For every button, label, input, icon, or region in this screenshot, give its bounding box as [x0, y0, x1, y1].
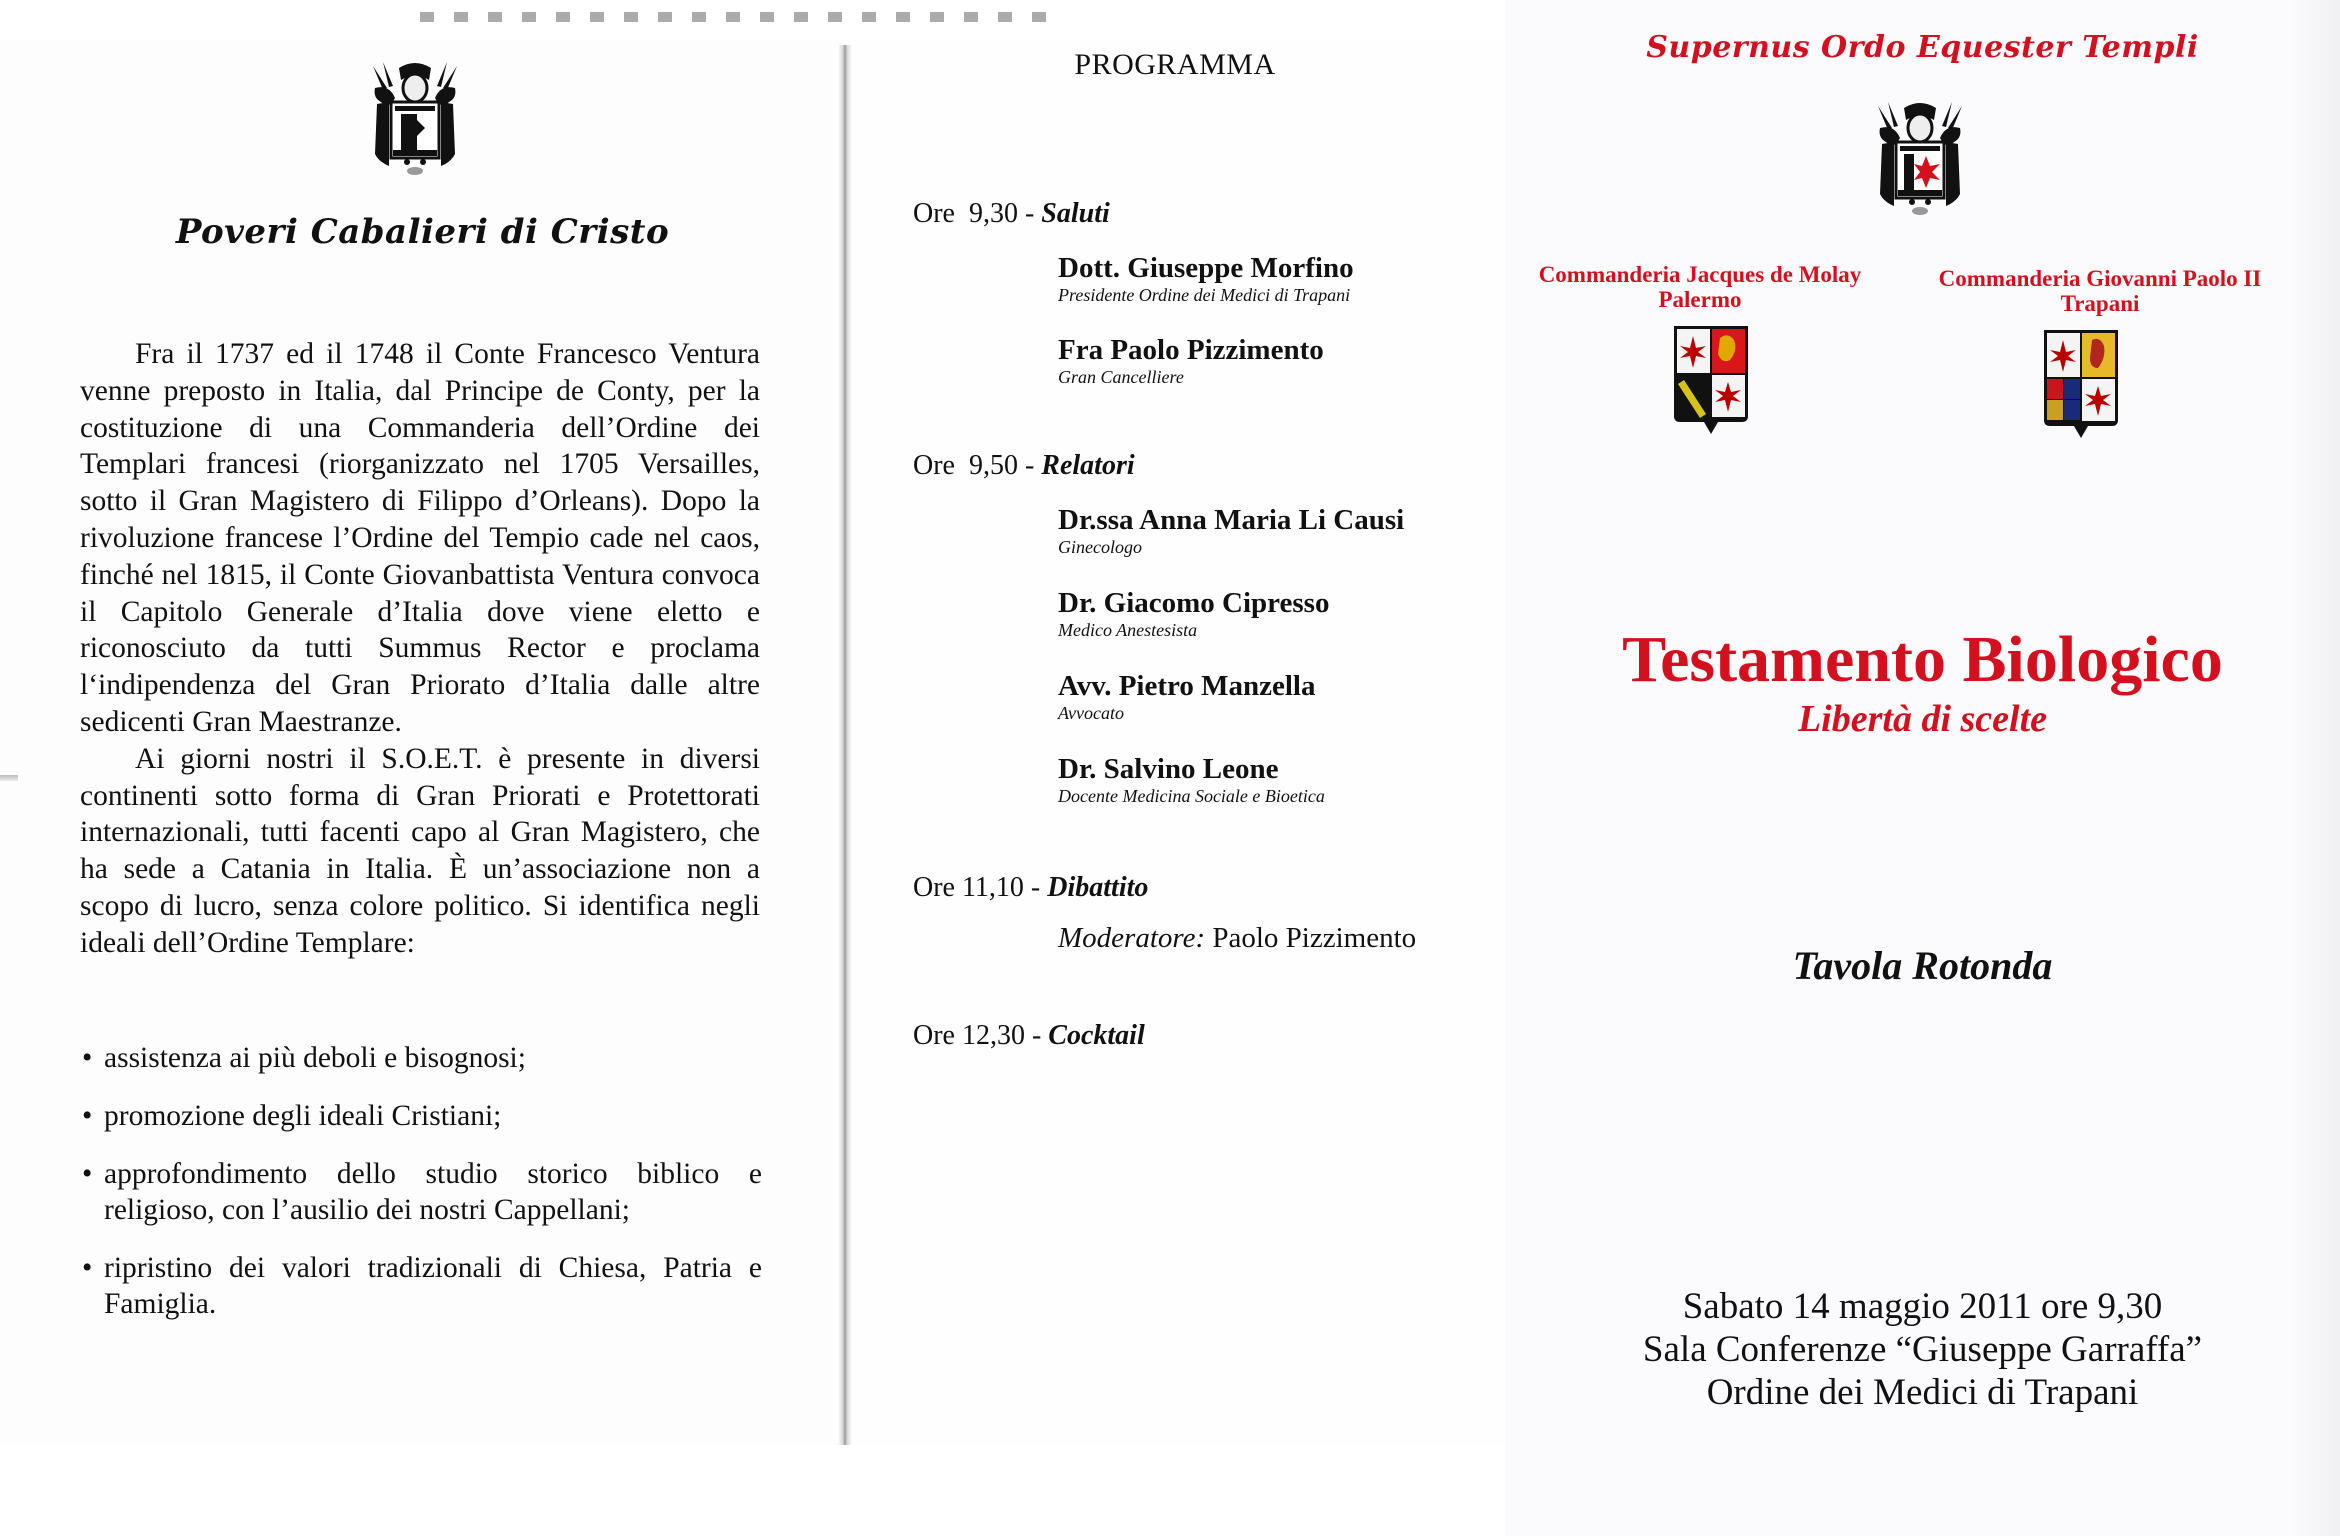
slot-time: Ore 11,10 - — [913, 872, 1041, 903]
moderator-label: Moderatore: — [1058, 922, 1206, 954]
slot-activity: Relatori — [1041, 450, 1135, 481]
middle-panel — [845, 40, 1505, 1445]
event-info — [1505, 1285, 2340, 1414]
commanderia-name: Commanderia Jacques de Molay — [1538, 262, 1862, 287]
moderator — [1058, 922, 1416, 955]
fold-line — [838, 45, 852, 1445]
moderator-name: Paolo Pizzimento — [1212, 922, 1417, 954]
trapani-shield-icon — [2042, 328, 2120, 440]
speaker-name: Dr.ssa Anna Maria Li Causi — [1058, 504, 1405, 536]
ideals-list — [80, 1040, 762, 1344]
slot-time: Ore 9,30 - — [913, 198, 1035, 229]
speaker-role: Presidente Ordine dei Medici di Trapani — [1058, 285, 1351, 305]
event-subtitle: Libertà di scelte — [1797, 698, 2048, 740]
program-title: PROGRAMMA — [1074, 48, 1276, 81]
speaker-name: Avv. Pietro Manzella — [1058, 670, 1316, 702]
event-organizer: Ordine dei Medici di Trapani — [1706, 1372, 2139, 1413]
history-text — [80, 336, 760, 962]
slot-time: Ore 12,30 - — [913, 1020, 1042, 1051]
program-slot — [913, 1020, 1145, 1052]
order-name: Supernus Ordo Equester Templi — [1646, 30, 2199, 65]
commanderia-city: Palermo — [1658, 287, 1742, 312]
speaker-name: Dr. Salvino Leone — [1058, 753, 1279, 785]
event-title: Testamento Biologico — [1622, 623, 2223, 696]
speaker — [1058, 334, 1324, 388]
speaker-role: Avvocato — [1058, 703, 1124, 723]
speaker-name: Dott. Giuseppe Morfino — [1058, 252, 1354, 284]
speaker — [1058, 252, 1354, 306]
ideal-item: • ripristino dei valori tradizionali di Chiesa, Patria e Famiglia. — [80, 1250, 762, 1322]
event-venue: Sala Conferenze “Giuseppe Garraffa” — [1642, 1329, 2203, 1370]
slot-time: Ore 9,50 - — [913, 450, 1035, 481]
history-paragraph: Ai giorni nostri il S.O.E.T. è presente in diversi continenti sotto forma di Gran Priorati e Protettorati internazionali, tutti facenti capo al Gran Magistero, che ha sede a Catania in Italia. È un’associazione non a scopo di lucro, senza colore politico. Si identifica negli ideali dell’Ordine Templare: — [80, 742, 760, 959]
palermo-shield-icon — [1672, 324, 1750, 436]
commanderia-palermo — [1505, 262, 1895, 312]
order-emblem-icon — [1870, 98, 1970, 218]
speaker-role: Ginecologo — [1058, 537, 1142, 557]
slot-activity: Saluti — [1041, 198, 1110, 229]
history-paragraph: Fra il 1737 ed il 1748 il Conte Francesco Ventura venne preposto in Italia, dal Principe de Conty, per la costituzione di una Commanderia dell’Ordine dei Templari francesi (riorganizzato nel 1705 Versailles, sotto il Gran Magistero di Filippo d’Orleans). Dopo la rivoluzione francese l’Ordine del Tempio cade nel caos, finché nel 1815, il Conte Giovanbattista Ventura convoca il Capitolo Generale d’Italia dove viene eletto e riconosciuto da tutti Summus Rector e proclama l‘indipendenza del Gran Priorato d’Italia dalle altre sedicenti Gran Maestranze. — [80, 338, 760, 738]
event-type: Tavola Rotonda — [1792, 943, 2053, 988]
speaker-role: Docente Medicina Sociale e Bioetica — [1058, 786, 1325, 806]
edge-mark — [0, 775, 18, 781]
speaker — [1058, 753, 1325, 807]
commanderia-trapani — [1905, 266, 2295, 316]
cut-off-text-strip — [420, 12, 1060, 22]
program-slot — [913, 198, 1110, 230]
commanderia-name: Commanderia Giovanni Paolo II — [1938, 266, 2262, 291]
commanderia-city: Trapani — [2060, 291, 2140, 316]
speaker — [1058, 670, 1315, 724]
program-slot — [913, 450, 1135, 482]
slot-activity: Dibattito — [1047, 872, 1149, 903]
event-date: Sabato 14 maggio 2011 ore 9,30 — [1682, 1286, 2163, 1327]
speaker — [1058, 587, 1329, 641]
speaker-role: Medico Anestesista — [1058, 620, 1198, 640]
ideal-item: • approfondimento dello studio storico biblico e religioso, con l’ausilio dei nostri Cappellani; — [80, 1156, 762, 1228]
left-panel-title: Poveri Cabalieri di Cristo — [175, 212, 670, 252]
slot-activity: Cocktail — [1048, 1020, 1145, 1051]
speaker-name: Dr. Giacomo Cipresso — [1058, 587, 1330, 619]
ideal-item: • promozione degli ideali Cristiani; — [80, 1098, 762, 1134]
speaker-role: Gran Cancelliere — [1058, 367, 1184, 387]
order-emblem-icon — [365, 58, 465, 178]
speaker-name: Fra Paolo Pizzimento — [1058, 334, 1324, 366]
program-slot — [913, 872, 1148, 904]
speaker — [1058, 504, 1404, 558]
ideal-item: • assistenza ai più deboli e bisognosi; — [80, 1040, 762, 1076]
